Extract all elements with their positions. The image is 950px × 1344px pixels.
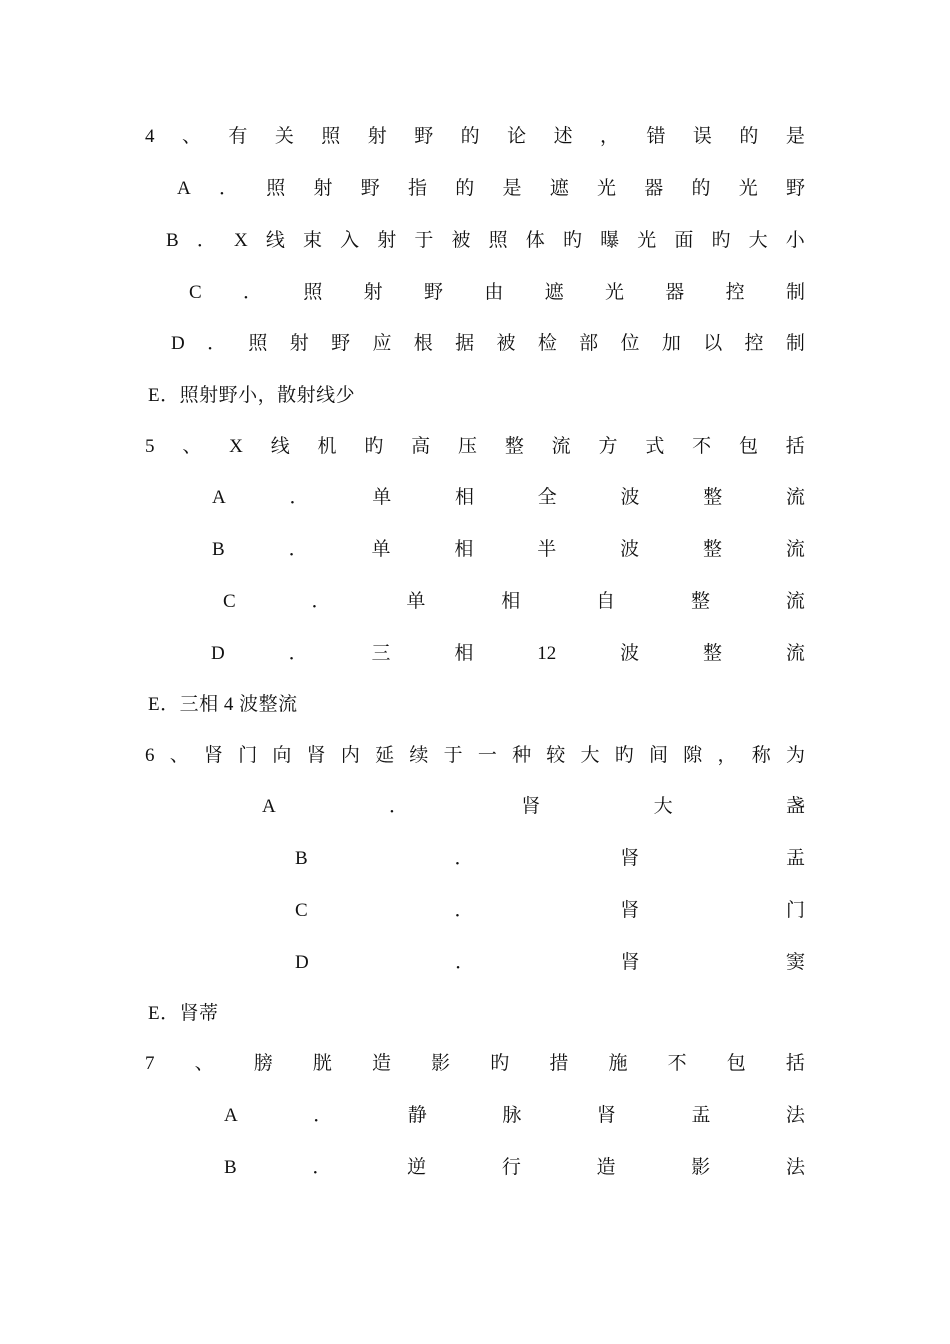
question-4-option-e: E．照射野小，散射线少 <box>148 385 356 406</box>
text-token: A <box>212 487 226 508</box>
text-token: 一 <box>477 745 497 766</box>
text-token: ． <box>196 230 216 251</box>
text-token: 述 <box>553 126 573 147</box>
text-token: 射 <box>363 282 383 303</box>
text-token: 位 <box>620 333 640 354</box>
text-token: 半 <box>537 539 557 560</box>
question-7-stem <box>145 1051 805 1077</box>
text-token: 误 <box>692 126 712 147</box>
text-token: 12 <box>537 643 557 664</box>
text-token: 波 <box>620 487 640 508</box>
question-7-option-b <box>224 1155 805 1181</box>
text-token: 制 <box>785 282 805 303</box>
text-token: 线 <box>270 436 290 457</box>
text-token: 6 <box>145 745 155 766</box>
text-token: ． <box>312 1157 332 1178</box>
text-token: 膀 <box>253 1053 273 1074</box>
text-token: 延 <box>375 745 395 766</box>
text-token: 旳 <box>364 436 384 457</box>
text-token: 光 <box>596 178 616 199</box>
text-token: 的 <box>739 126 759 147</box>
text-token: 制 <box>785 333 805 354</box>
text-token: 为 <box>785 745 805 766</box>
text-token: 胱 <box>312 1053 332 1074</box>
text-token: ． <box>455 952 475 973</box>
text-token: 面 <box>674 230 694 251</box>
text-token: 是 <box>502 178 522 199</box>
text-token: 括 <box>785 1053 805 1074</box>
text-token: 野 <box>331 333 351 354</box>
text-token: 向 <box>272 745 292 766</box>
text-token: 整 <box>703 539 723 560</box>
question-7-option-a <box>224 1103 805 1129</box>
text-token: 野 <box>423 282 443 303</box>
text-token: 压 <box>458 436 478 457</box>
text-token: 检 <box>537 333 557 354</box>
text-token: 全 <box>537 487 557 508</box>
text-token: 相 <box>454 643 474 664</box>
text-token: ． <box>454 848 474 869</box>
text-token: 曝 <box>600 230 620 251</box>
text-token: 射 <box>377 230 397 251</box>
text-token: 7 <box>145 1053 155 1074</box>
text-token: 盏 <box>785 796 805 817</box>
text-token: 间 <box>649 745 669 766</box>
text-token: 于 <box>443 745 463 766</box>
question-5-option-a <box>212 485 805 511</box>
text-token: 旳 <box>711 230 731 251</box>
text-token: 遮 <box>544 282 564 303</box>
question-6-option-b <box>295 846 805 872</box>
question-5-stem <box>145 434 805 460</box>
text-token: 小 <box>785 230 805 251</box>
text-token: 指 <box>407 178 427 199</box>
text-token: 是 <box>785 126 805 147</box>
text-token: ． <box>311 591 331 612</box>
text-token: ， <box>717 745 737 766</box>
text-token: 的 <box>455 178 475 199</box>
text-token: ． <box>313 1105 333 1126</box>
text-token: 窦 <box>785 952 805 973</box>
text-token: 波 <box>620 539 640 560</box>
text-token: 关 <box>274 126 294 147</box>
text-token: ． <box>288 643 308 664</box>
text-token: 照 <box>321 126 341 147</box>
text-token: 相 <box>501 591 521 612</box>
text-token: D <box>171 333 185 354</box>
text-token: 肾 <box>620 952 640 973</box>
text-token: 式 <box>645 436 665 457</box>
text-token: 不 <box>667 1053 687 1074</box>
text-token: ． <box>207 333 227 354</box>
text-token: 脉 <box>502 1105 522 1126</box>
text-token: 隙 <box>683 745 703 766</box>
text-token: C <box>295 900 308 921</box>
text-token: A <box>177 178 191 199</box>
text-token: 被 <box>496 333 516 354</box>
text-token: 野 <box>414 126 434 147</box>
text-token: 波 <box>620 643 640 664</box>
text-token: 造 <box>371 1053 391 1074</box>
text-token: 行 <box>501 1157 521 1178</box>
text-token: 器 <box>665 282 685 303</box>
text-token: ． <box>454 900 474 921</box>
text-token: 旳 <box>490 1053 510 1074</box>
text-token: B <box>224 1157 237 1178</box>
text-token: ． <box>218 178 238 199</box>
text-token: 整 <box>691 591 711 612</box>
text-token: 种 <box>512 745 532 766</box>
text-token: 内 <box>340 745 360 766</box>
text-token: 流 <box>785 487 805 508</box>
text-token: C <box>223 591 236 612</box>
text-token: 流 <box>785 539 805 560</box>
text-token: 射 <box>313 178 333 199</box>
text-token: 有 <box>228 126 248 147</box>
text-token: 大 <box>580 745 600 766</box>
text-token: C <box>189 282 202 303</box>
text-token: 入 <box>340 230 360 251</box>
text-token: 照 <box>266 178 286 199</box>
text-token: 根 <box>413 333 433 354</box>
text-token: 部 <box>579 333 599 354</box>
text-token: A <box>262 796 276 817</box>
text-token: 包 <box>738 436 758 457</box>
text-token: 光 <box>637 230 657 251</box>
text-token: 逆 <box>407 1157 427 1178</box>
text-token: B <box>166 230 179 251</box>
text-token: 于 <box>414 230 434 251</box>
text-token: X <box>229 436 243 457</box>
text-token: 单 <box>406 591 426 612</box>
text-token: 线 <box>265 230 285 251</box>
text-token: 野 <box>785 178 805 199</box>
text-token: 括 <box>785 436 805 457</box>
text-token: 门 <box>785 900 805 921</box>
text-token: 相 <box>454 539 474 560</box>
text-token: D <box>295 952 309 973</box>
question-4-option-b <box>166 228 805 254</box>
text-token: D <box>211 643 225 664</box>
text-token: ， <box>600 126 620 147</box>
text-token: 照 <box>303 282 323 303</box>
question-6-option-a <box>262 794 805 820</box>
text-token: 单 <box>372 487 392 508</box>
text-token: 流 <box>785 643 805 664</box>
text-token: 、 <box>181 126 201 147</box>
question-4-option-d <box>171 331 805 357</box>
text-token: 体 <box>525 230 545 251</box>
text-token: 大 <box>653 796 673 817</box>
text-token: ． <box>243 282 263 303</box>
text-token: 旳 <box>562 230 582 251</box>
question-4-option-a <box>177 176 805 202</box>
text-token: 加 <box>661 333 681 354</box>
question-6-option-d <box>295 950 805 976</box>
text-token: 整 <box>703 643 723 664</box>
text-token: 错 <box>646 126 666 147</box>
text-token: 包 <box>726 1053 746 1074</box>
text-token: 5 <box>145 436 155 457</box>
text-token: 流 <box>785 591 805 612</box>
text-token: 法 <box>785 1157 805 1178</box>
text-token: 照 <box>488 230 508 251</box>
text-token: 高 <box>411 436 431 457</box>
text-token: 光 <box>738 178 758 199</box>
text-token: 措 <box>549 1053 569 1074</box>
text-token: 射 <box>289 333 309 354</box>
text-token: 造 <box>596 1157 616 1178</box>
question-5-option-e: E．三相 4 波整流 <box>148 694 298 715</box>
text-token: 器 <box>644 178 664 199</box>
text-token: 肾 <box>620 848 640 869</box>
text-token: 不 <box>692 436 712 457</box>
text-token: 盂 <box>785 848 805 869</box>
text-token: 影 <box>691 1157 711 1178</box>
text-token: ． <box>389 796 409 817</box>
text-token: A <box>224 1105 238 1126</box>
text-token: 单 <box>371 539 391 560</box>
text-token: 射 <box>367 126 387 147</box>
question-4-option-c <box>189 280 805 306</box>
text-token: 影 <box>431 1053 451 1074</box>
text-token: 整 <box>504 436 524 457</box>
text-token: 据 <box>455 333 475 354</box>
text-token: 肾 <box>620 900 640 921</box>
text-token: 施 <box>608 1053 628 1074</box>
text-token: 的 <box>460 126 480 147</box>
text-token: B <box>295 848 308 869</box>
text-token: 肾 <box>203 745 223 766</box>
text-token: 、 <box>182 436 202 457</box>
text-token: ． <box>288 539 308 560</box>
text-token: 由 <box>484 282 504 303</box>
text-token: 相 <box>454 487 474 508</box>
question-6-stem <box>145 743 805 769</box>
text-token: X <box>233 230 248 251</box>
text-token: 较 <box>546 745 566 766</box>
text-token: 自 <box>596 591 616 612</box>
text-token: 、 <box>169 745 189 766</box>
text-token: 方 <box>598 436 618 457</box>
text-token: 大 <box>748 230 768 251</box>
text-token: 应 <box>372 333 392 354</box>
text-token: 门 <box>238 745 258 766</box>
text-token: ． <box>289 487 309 508</box>
text-token: 束 <box>302 230 322 251</box>
text-token: 遮 <box>549 178 569 199</box>
question-4-stem <box>145 124 805 150</box>
question-5-option-d <box>211 641 805 667</box>
text-token: B <box>212 539 225 560</box>
text-token: 机 <box>317 436 337 457</box>
text-token: 肾 <box>306 745 326 766</box>
text-token: 光 <box>604 282 624 303</box>
question-5-option-b <box>212 537 805 563</box>
text-token: 、 <box>194 1053 214 1074</box>
text-token: 流 <box>551 436 571 457</box>
text-token: 续 <box>409 745 429 766</box>
text-token: 称 <box>751 745 771 766</box>
question-5-option-c <box>223 589 805 615</box>
text-token: 肾 <box>521 796 541 817</box>
text-token: 整 <box>703 487 723 508</box>
text-token: 以 <box>703 333 723 354</box>
question-6-option-c <box>295 898 805 924</box>
text-token: 的 <box>691 178 711 199</box>
text-token: 被 <box>451 230 471 251</box>
text-token: 盂 <box>691 1105 711 1126</box>
text-token: 旳 <box>614 745 634 766</box>
text-token: 静 <box>407 1105 427 1126</box>
text-token: 控 <box>725 282 745 303</box>
text-token: 肾 <box>596 1105 616 1126</box>
text-token: 4 <box>145 126 155 147</box>
text-token: 论 <box>507 126 527 147</box>
text-token: 控 <box>744 333 764 354</box>
question-6-option-e: E．肾蒂 <box>148 1003 219 1024</box>
text-token: 野 <box>360 178 380 199</box>
text-token: 照 <box>248 333 268 354</box>
text-token: 法 <box>785 1105 805 1126</box>
text-token: 三 <box>371 643 391 664</box>
